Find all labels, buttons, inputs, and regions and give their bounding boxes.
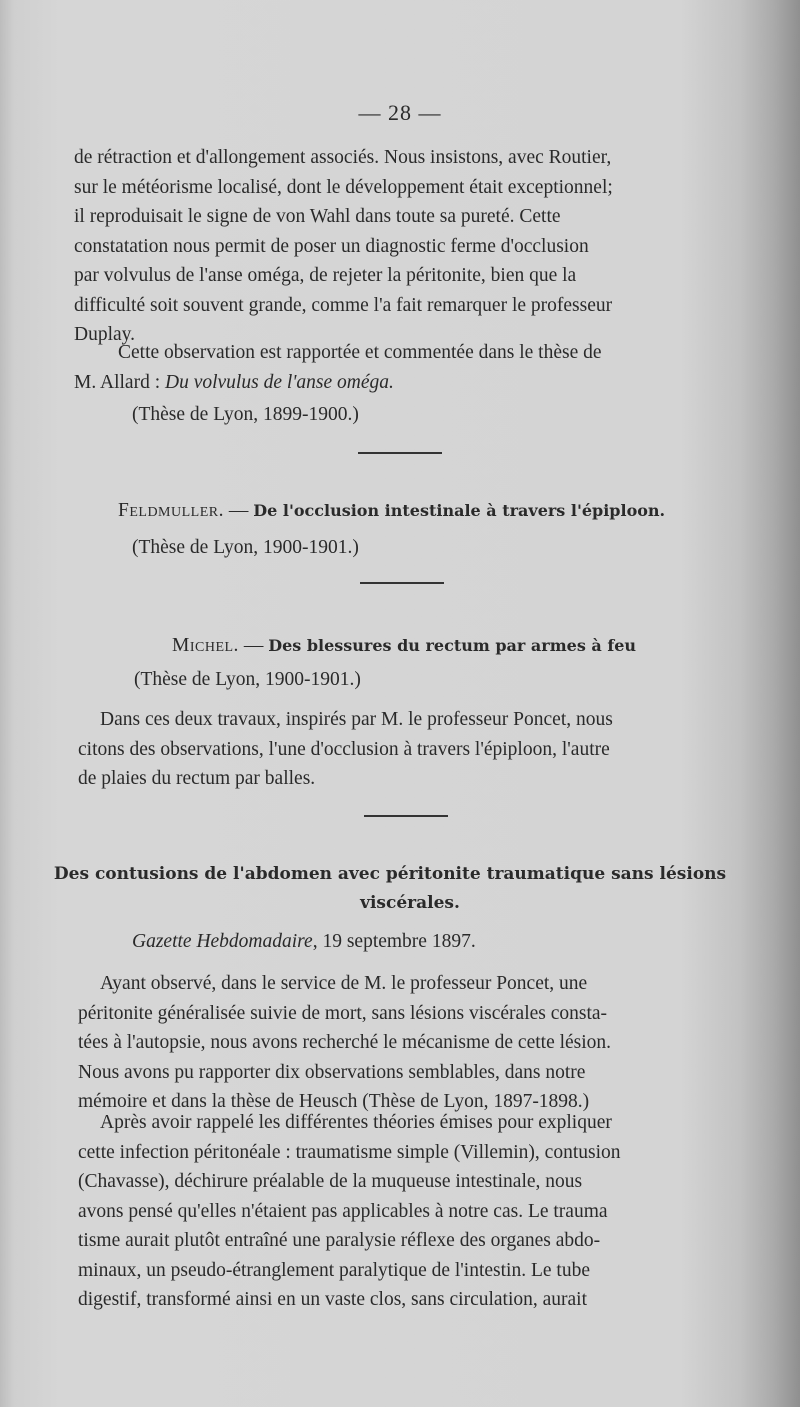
text-line: sur le météorisme localisé, dont le développement était exceptionnel; [74, 176, 613, 198]
author-name: Feldmuller. [118, 500, 224, 521]
text-line: constatation nous permit de poser un diagnostic ferme d'occlusion [74, 235, 589, 257]
paragraph-travaux [78, 705, 728, 794]
entry-title: Des blessures du rectum par armes à feu [268, 636, 637, 655]
separator-rule [360, 582, 444, 584]
text-line: avons pensé qu'elles n'étaient pas applicables à notre cas. Le trauma [78, 1200, 608, 1222]
text-line: Nous avons pu rapporter dix observations semblables, dans notre [78, 1061, 586, 1083]
paragraph-volvulus [74, 143, 724, 350]
section-title-line-1: Des contusions de l'abdomen avec péritonite traumatique sans lésions [53, 864, 727, 884]
paragraph-theories [78, 1108, 732, 1315]
text-line: citons des observations, l'une d'occlusion à travers l'épiploon, l'autre [78, 738, 610, 760]
entry-feldmuller [118, 496, 665, 526]
text-line [74, 368, 724, 398]
text-line: de rétraction et d'allongement associés. Nous insistons, avec Routier, [74, 147, 612, 168]
thesis-title: Du volvulus de l'anse oméga. [165, 371, 394, 393]
text-line: Après avoir rappelé les différentes théories émises pour expliquer [100, 1112, 612, 1133]
journal-name: Gazette Hebdomadaire [132, 931, 313, 952]
reference-allard: (Thèse de Lyon, 1899-1900.) [132, 404, 359, 425]
text-line: Cette observation est rapportée et commentée dans le thèse de [118, 342, 602, 363]
text-line: tées à l'autopsie, nous avons recherché le mécanisme de cette lésion. [78, 1032, 612, 1053]
separator-rule [358, 452, 442, 454]
text-line: Dans ces deux travaux, inspirés par M. le professeur Poncet, nous [100, 709, 613, 730]
text-line: tisme aurait plutôt entraîné une paralysie réflexe des organes abdo- [78, 1230, 601, 1251]
text-line: (Chavasse), déchirure préalable de la muqueuse intestinale, nous [78, 1171, 583, 1192]
dash: — [224, 500, 254, 521]
separator-rule [364, 815, 448, 817]
dash: — [238, 635, 269, 656]
text-line: péritonite généralisée suivie de mort, sans lésions viscérales consta- [78, 1002, 608, 1024]
text-line: il reproduisait le signe de von Wahl dans toute sa pureté. Cette [74, 206, 561, 227]
entry-michel [172, 631, 636, 661]
text-line: Duplay. [74, 324, 136, 345]
entry-title: De l'occlusion intestinale à travers l'épiploon. [253, 501, 666, 520]
text-line: mémoire et dans la thèse de Heusch (Thèse de Lyon, 1897-1898.) [78, 1091, 590, 1112]
author-name: Michel. [172, 635, 239, 656]
reference-michel: (Thèse de Lyon, 1900-1901.) [134, 669, 361, 690]
text-line-prefix: M. Allard : [74, 371, 165, 393]
text-line: par volvulus de l'anse oméga, de rejeter la péritonite, bien que la [74, 265, 577, 286]
section-title-line-2: viscérales. [360, 893, 460, 913]
paragraph-allard [74, 338, 724, 397]
text-line: de plaies du rectum par balles. [78, 768, 316, 789]
reference-feldmuller: (Thèse de Lyon, 1900-1901.) [132, 537, 359, 558]
journal-citation [132, 927, 476, 957]
page-number: — 28 — [358, 100, 442, 125]
text-line: Ayant observé, dans le service de M. le professeur Poncet, une [100, 973, 588, 994]
paragraph-observation [78, 969, 732, 1117]
text-line: difficulté soit souvent grande, comme l'a fait remarquer le professeur [74, 294, 613, 316]
text-line: minaux, un pseudo-étranglement paralytique de l'intestin. Le tube [78, 1259, 590, 1281]
journal-date: , 19 septembre 1897. [312, 931, 476, 952]
text-line: cette infection péritonéale : traumatisme simple (Villemin), contusion [78, 1141, 621, 1163]
text-line: digestif, transformé ainsi en un vaste clos, sans circulation, aurait [78, 1289, 588, 1310]
